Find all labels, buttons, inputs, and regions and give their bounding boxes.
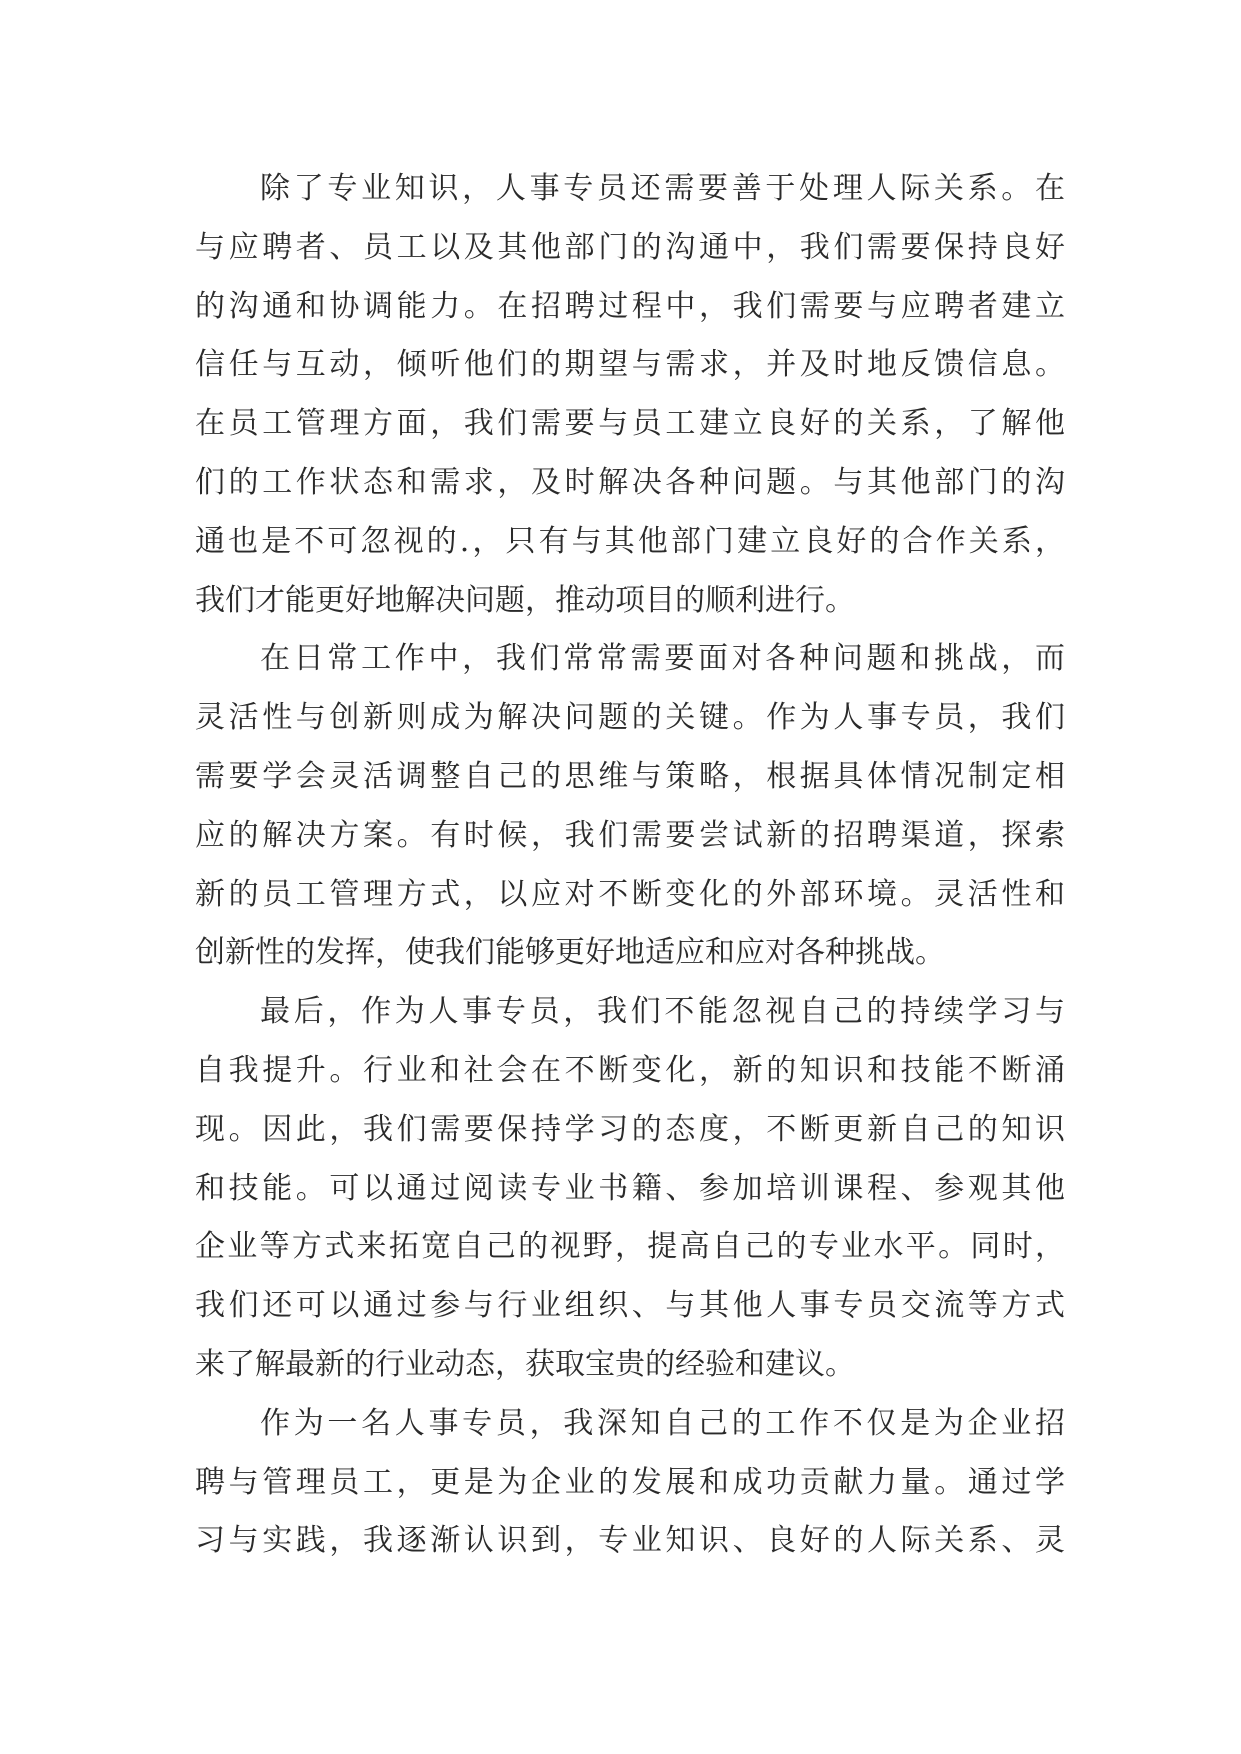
paragraph-learning (195, 983, 1065, 1395)
text-line: 作为一名人事专员，我深知自己的工作不仅是为企业招 (260, 1405, 1065, 1441)
text-line: 来了解最新的行业动态，获取宝贵的经验和建议。 (195, 1346, 855, 1382)
text-line: 除了专业知识，人事专员还需要善于处理人际关系。在 (260, 171, 1065, 206)
text-line: 在员工管理方面，我们需要与员工建立良好的关系，了解他 (195, 406, 1065, 442)
text-line: 的沟通和协调能力。在招聘过程中，我们需要与应聘者建立 (195, 288, 1065, 324)
text-line: 在日常工作中，我们常常需要面对各种问题和挑战，而 (260, 641, 1065, 677)
text-line: 需要学会灵活调整自己的思维与策略，根据具体情况制定相 (195, 758, 1065, 794)
text-line: 我们才能更好地解决问题，推动项目的顺利进行。 (195, 582, 855, 618)
text-line: 聘与管理员工，更是为企业的发展和成功贡献力量。通过学 (195, 1464, 1065, 1500)
text-line: 信任与互动，倾听他们的期望与需求，并及时地反馈信息。 (195, 347, 1065, 383)
paragraph-interpersonal (195, 160, 1065, 630)
text-body (195, 160, 1065, 1571)
text-line: 习与实践，我逐渐认识到，专业知识、良好的人际关系、灵 (195, 1523, 1065, 1559)
text-line: 和技能。可以通过阅读专业书籍、参加培训课程、参观其他 (195, 1170, 1065, 1206)
text-line: 最后，作为人事专员，我们不能忽视自己的持续学习与 (260, 994, 1065, 1030)
text-line: 企业等方式来拓宽自己的视野，提高自己的专业水平。同时， (195, 1229, 1065, 1265)
paragraph-flexibility (195, 630, 1065, 983)
text-line: 自我提升。行业和社会在不断变化，新的知识和技能不断涌 (195, 1052, 1065, 1088)
text-line: 与应聘者、员工以及其他部门的沟通中，我们需要保持良好 (195, 229, 1065, 265)
text-line: 们的工作状态和需求，及时解决各种问题。与其他部门的沟 (195, 464, 1065, 500)
text-line: 灵活性与创新则成为解决问题的关键。作为人事专员，我们 (195, 700, 1065, 736)
text-line: 通也是不可忽视的.，只有与其他部门建立良好的合作关系， (195, 523, 1065, 559)
paragraph-conclusion (195, 1395, 1065, 1571)
text-line: 应的解决方案。有时候，我们需要尝试新的招聘渠道，探索 (195, 817, 1065, 853)
text-line: 我们还可以通过参与行业组织、与其他人事专员交流等方式 (195, 1288, 1065, 1324)
text-line: 现。因此，我们需要保持学习的态度，不断更新自己的知识 (195, 1111, 1065, 1147)
text-line: 创新性的发挥，使我们能够更好地适应和应对各种挑战。 (195, 935, 945, 971)
text-line: 新的员工管理方式，以应对不断变化的外部环境。灵活性和 (195, 876, 1065, 912)
